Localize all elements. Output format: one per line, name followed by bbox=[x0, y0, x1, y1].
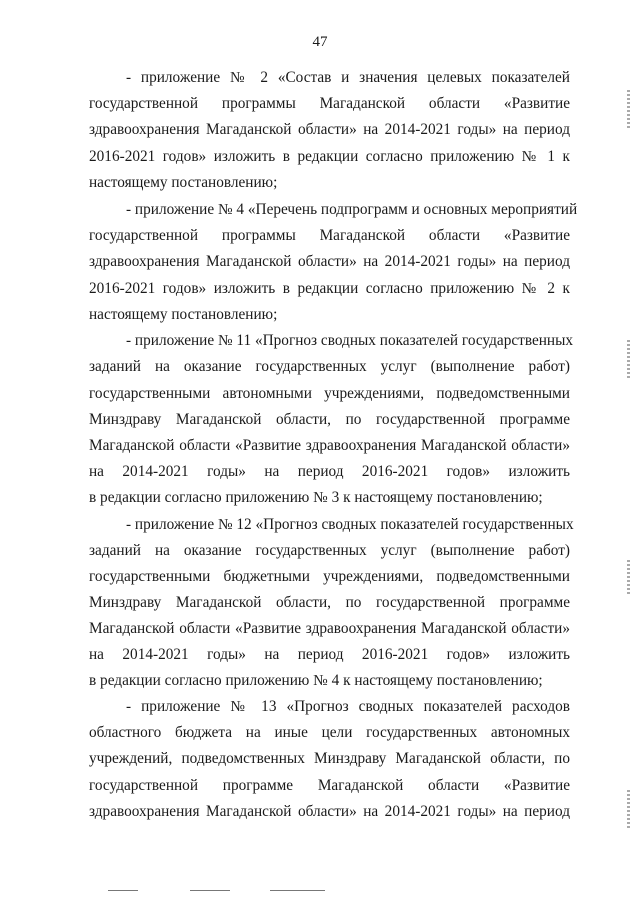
text-line: - приложение № 12 «Прогноз сводных показателей государственных bbox=[126, 516, 574, 533]
text-line: государственными автономными учреждениями, подведомственными bbox=[89, 385, 570, 402]
text-line: 2016-2021 годов» изложить в редакции согласно приложению № 2 к bbox=[89, 280, 570, 297]
scan-margin-mark bbox=[627, 560, 630, 596]
text-line: здравоохранения Магаданской области» на 2014-2021 годы» на период bbox=[89, 803, 570, 820]
text-line: - приложение № 2 «Состав и значения целевых показателей bbox=[126, 69, 570, 86]
text-line: областного бюджета на иные цели государственных автономных bbox=[89, 724, 570, 741]
text-line: государственной программы Магаданской области «Развитие bbox=[89, 227, 570, 244]
text-line: на 2014-2021 годы» на период 2016-2021 годов» изложить bbox=[89, 646, 570, 663]
text-line: Минздраву Магаданской области, по государственной программе bbox=[89, 594, 570, 611]
scan-footer-rule bbox=[108, 890, 138, 891]
scan-margin-mark bbox=[627, 340, 630, 380]
scan-footer-rule bbox=[270, 890, 325, 891]
text-line: в редакции согласно приложению № 3 к настоящему постановлению; bbox=[89, 489, 543, 506]
text-line: государственной программы Магаданской области «Развитие bbox=[89, 95, 570, 112]
text-line: 2016-2021 годов» изложить в редакции согласно приложению № 1 к bbox=[89, 148, 570, 165]
text-line: заданий на оказание государственных услуг (выполнение работ) bbox=[89, 358, 570, 375]
text-line: - приложение № 11 «Прогноз сводных показателей государственных bbox=[126, 332, 574, 349]
text-line: Минздраву Магаданской области, по государственной программе bbox=[89, 411, 570, 428]
text-line: заданий на оказание государственных услуг (выполнение работ) bbox=[89, 542, 570, 559]
scan-margin-mark bbox=[627, 90, 630, 128]
text-line: учреждений, подведомственных Минздраву Магаданской области, по bbox=[89, 750, 570, 767]
scan-margin-mark bbox=[627, 790, 630, 828]
text-line: государственной программе Магаданской области «Развитие bbox=[89, 777, 570, 794]
text-line: Магаданской области «Развитие здравоохранения Магаданской области» bbox=[89, 437, 570, 454]
text-line: здравоохранения Магаданской области» на 2014-2021 годы» на период bbox=[89, 253, 570, 270]
text-line: Магаданской области «Развитие здравоохранения Магаданской области» bbox=[89, 620, 570, 637]
text-line: на 2014-2021 годы» на период 2016-2021 годов» изложить bbox=[89, 463, 570, 480]
text-line: в редакции согласно приложению № 4 к настоящему постановлению; bbox=[89, 672, 543, 689]
text-line: настоящему постановлению; bbox=[89, 306, 278, 323]
text-line: - приложение № 4 «Перечень подпрограмм и основных мероприятий bbox=[126, 201, 578, 218]
text-line: - приложение № 13 «Прогноз сводных показателей расходов bbox=[126, 698, 570, 715]
page-number: 47 bbox=[312, 34, 328, 50]
text-line: настоящему постановлению; bbox=[89, 174, 278, 191]
text-line: здравоохранения Магаданской области» на 2014-2021 годы» на период bbox=[89, 121, 570, 138]
text-line: государственными бюджетными учреждениями, подведомственными bbox=[89, 568, 570, 585]
scan-footer-rule bbox=[190, 890, 230, 891]
